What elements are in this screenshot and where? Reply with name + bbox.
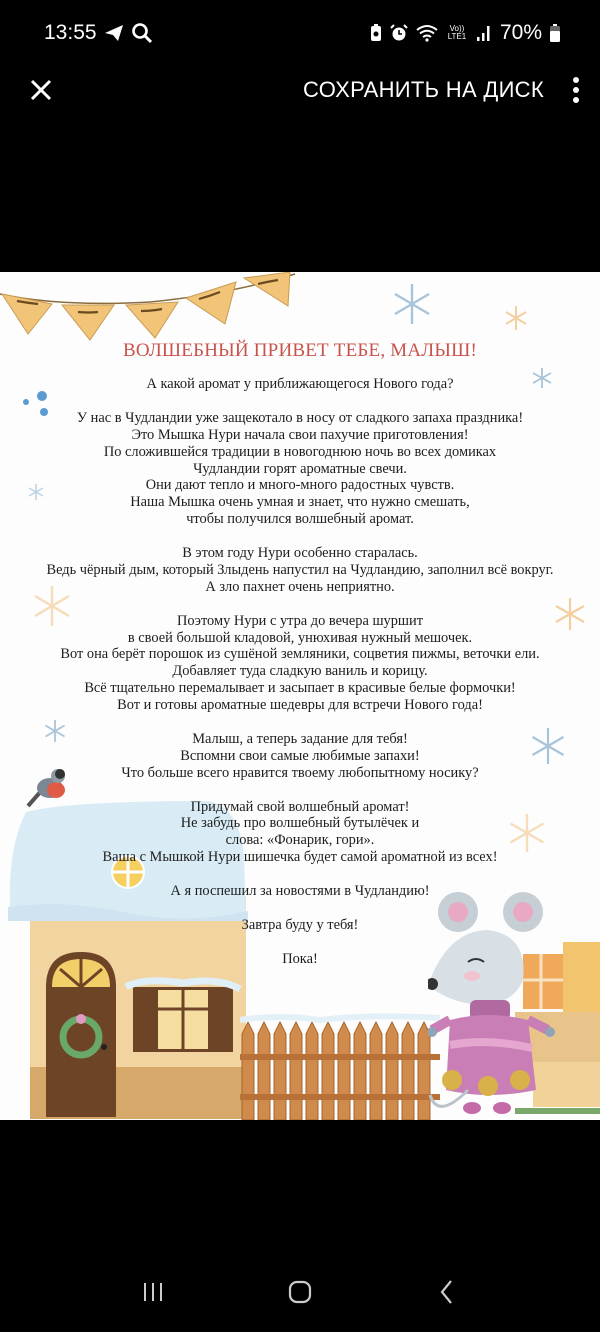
paragraph-1 (0, 376, 600, 393)
paragraph-7 (0, 883, 600, 900)
more-vertical-icon[interactable] (572, 77, 580, 103)
paragraph-6 (0, 799, 600, 867)
close-icon[interactable] (28, 77, 54, 103)
text-line: По сложившейся традиции в новогоднюю ночь во всех домиках (103, 443, 497, 460)
snowflake-icon (502, 304, 530, 332)
text-line: чтобы получился волшебный аромат. (186, 511, 414, 528)
letter-title: ВОЛШЕБНЫЙ ПРИВЕТ ТЕБЕ, МАЛЫШ! (122, 340, 478, 361)
text-line: А я поспешил за новостями в Чудландию! (170, 883, 430, 900)
text-line: А какой аромат у приближающегося Нового года? (146, 376, 454, 392)
battery-icon (550, 24, 560, 42)
text-line: В этом году Нури особенно старалась. (182, 545, 418, 562)
clock: 13:55 (44, 21, 97, 44)
paragraph-9 (0, 951, 600, 968)
text-line: Наша Мышка очень умная и знает, что нужно смешать, (130, 494, 470, 511)
viewer-toolbar (0, 66, 600, 114)
text-line: Ведь чёрный дым, который Злыдень напустил на Чудландию, заполнил всё вокруг. (46, 561, 554, 578)
status-right (370, 21, 560, 45)
paragraph-5 (0, 731, 600, 782)
picket-fence-illustration (240, 1012, 445, 1120)
system-nav-bar (0, 1252, 600, 1332)
text-line: Добавляет туда сладкую ваниль и корицу. (172, 663, 428, 680)
alarm-icon (390, 24, 408, 42)
snowflake-icon (390, 282, 434, 326)
text-line: в своей большой кладовой, унюхивая нужный мешочек. (127, 629, 473, 646)
battery-saver-icon (370, 24, 382, 42)
text-line: Вспомни свои самые любимые запахи! (180, 747, 420, 764)
text-line: Вот и готовы ароматные шедевры для встречи Нового года! (117, 697, 483, 714)
volte-lte1-icon: Vo)) LTE1 (447, 24, 467, 41)
paragraph-3 (0, 545, 600, 596)
text-line: Чудландии горят ароматные свечи. (193, 460, 407, 477)
text-line: Придумай свой волшебный аромат! (190, 798, 410, 815)
search-icon (131, 22, 153, 44)
telegram-icon (103, 23, 125, 43)
wifi-icon (416, 24, 438, 42)
status-bar (0, 0, 600, 66)
home-button[interactable] (280, 1272, 320, 1312)
status-left (44, 21, 153, 45)
text-line: Не забудь про волшебный бутылёчек и (180, 815, 420, 832)
letter-body (0, 376, 600, 984)
signal-icon (476, 24, 492, 42)
text-line: У нас в Чудландии уже защекотало в носу от сладкого запаха праздника! (76, 409, 524, 426)
back-button[interactable] (427, 1272, 467, 1312)
bunting-garland (0, 272, 300, 342)
text-line: Вот она берёт порошок из сушёной земляники, соцветия пижмы, веточки ели. (60, 646, 540, 663)
text-line: Это Мышка Нури начала свои пахучие приготовления! (131, 426, 469, 443)
text-line: Пока! (282, 950, 318, 967)
text-line: Что больше всего нравится твоему любопытному носику? (121, 764, 479, 781)
back-icon (437, 1279, 457, 1305)
text-line: Они дают тепло и много-много радостных чувств. (145, 477, 455, 494)
recents-button[interactable] (133, 1272, 173, 1312)
text-line: Малыш, а теперь задание для тебя! (192, 730, 408, 747)
text-line: Ваша с Мышкой Нури шишечка будет самой ароматной из всех! (102, 849, 498, 866)
paragraph-4 (0, 613, 600, 714)
paragraph-8 (0, 917, 600, 934)
recents-icon (141, 1280, 165, 1304)
home-icon (287, 1279, 313, 1305)
paragraph-2 (0, 410, 600, 528)
text-line: А зло пахнет очень неприятно. (205, 578, 395, 595)
image-viewer[interactable] (0, 272, 600, 1120)
text-line: Поэтому Нури с утра до вечера шуршит (177, 612, 423, 629)
text-line: Завтра буду у тебя! (241, 916, 359, 933)
text-line: слова: «Фонарик, гори». (225, 832, 375, 849)
save-to-disk-button[interactable]: СОХРАНИТЬ НА ДИСК (303, 77, 544, 102)
text-line: Всё тщательно перемалывает и засыпает в красивые белые формочки! (84, 680, 516, 697)
battery-percent: 70% (499, 21, 542, 44)
